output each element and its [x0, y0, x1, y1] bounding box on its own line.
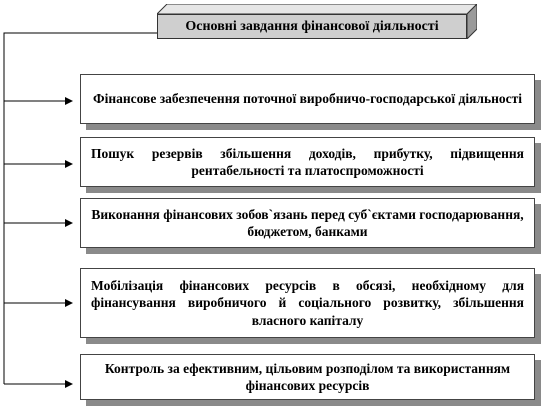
- task-label-4: Мобілізація фінансових ресурсів в обсязі, необхідному для фінансування виробничого й соціального розвитку, збільшення власного капіталу: [91, 278, 524, 328]
- task-label-2: Пошук резервів збільшення доходів, прибутку, підвищення рентабельності та платоспроможності: [91, 145, 524, 178]
- task-box-5: [80, 354, 535, 400]
- task-label-3: Виконання фінансових зобов`язань перед суб`єктами господарювання, бюджетом, банками: [91, 206, 524, 239]
- diagram-title: Основні завдання фінансової діяльності: [157, 14, 467, 39]
- title-box-top-face: [157, 4, 477, 14]
- title-box-side-face: [467, 4, 477, 39]
- task-box-3: [80, 198, 535, 248]
- task-box-1: [80, 74, 535, 124]
- diagram-title-box: [157, 4, 477, 39]
- task-label-1: Фінансове забезпечення поточної виробничо-господарської діяльності: [93, 91, 522, 107]
- task-label-5: Контроль за ефективним, цільовим розподілом та використанням фінансових ресурсів: [104, 360, 511, 393]
- task-box-4: [80, 268, 535, 338]
- task-box-2: [80, 137, 535, 187]
